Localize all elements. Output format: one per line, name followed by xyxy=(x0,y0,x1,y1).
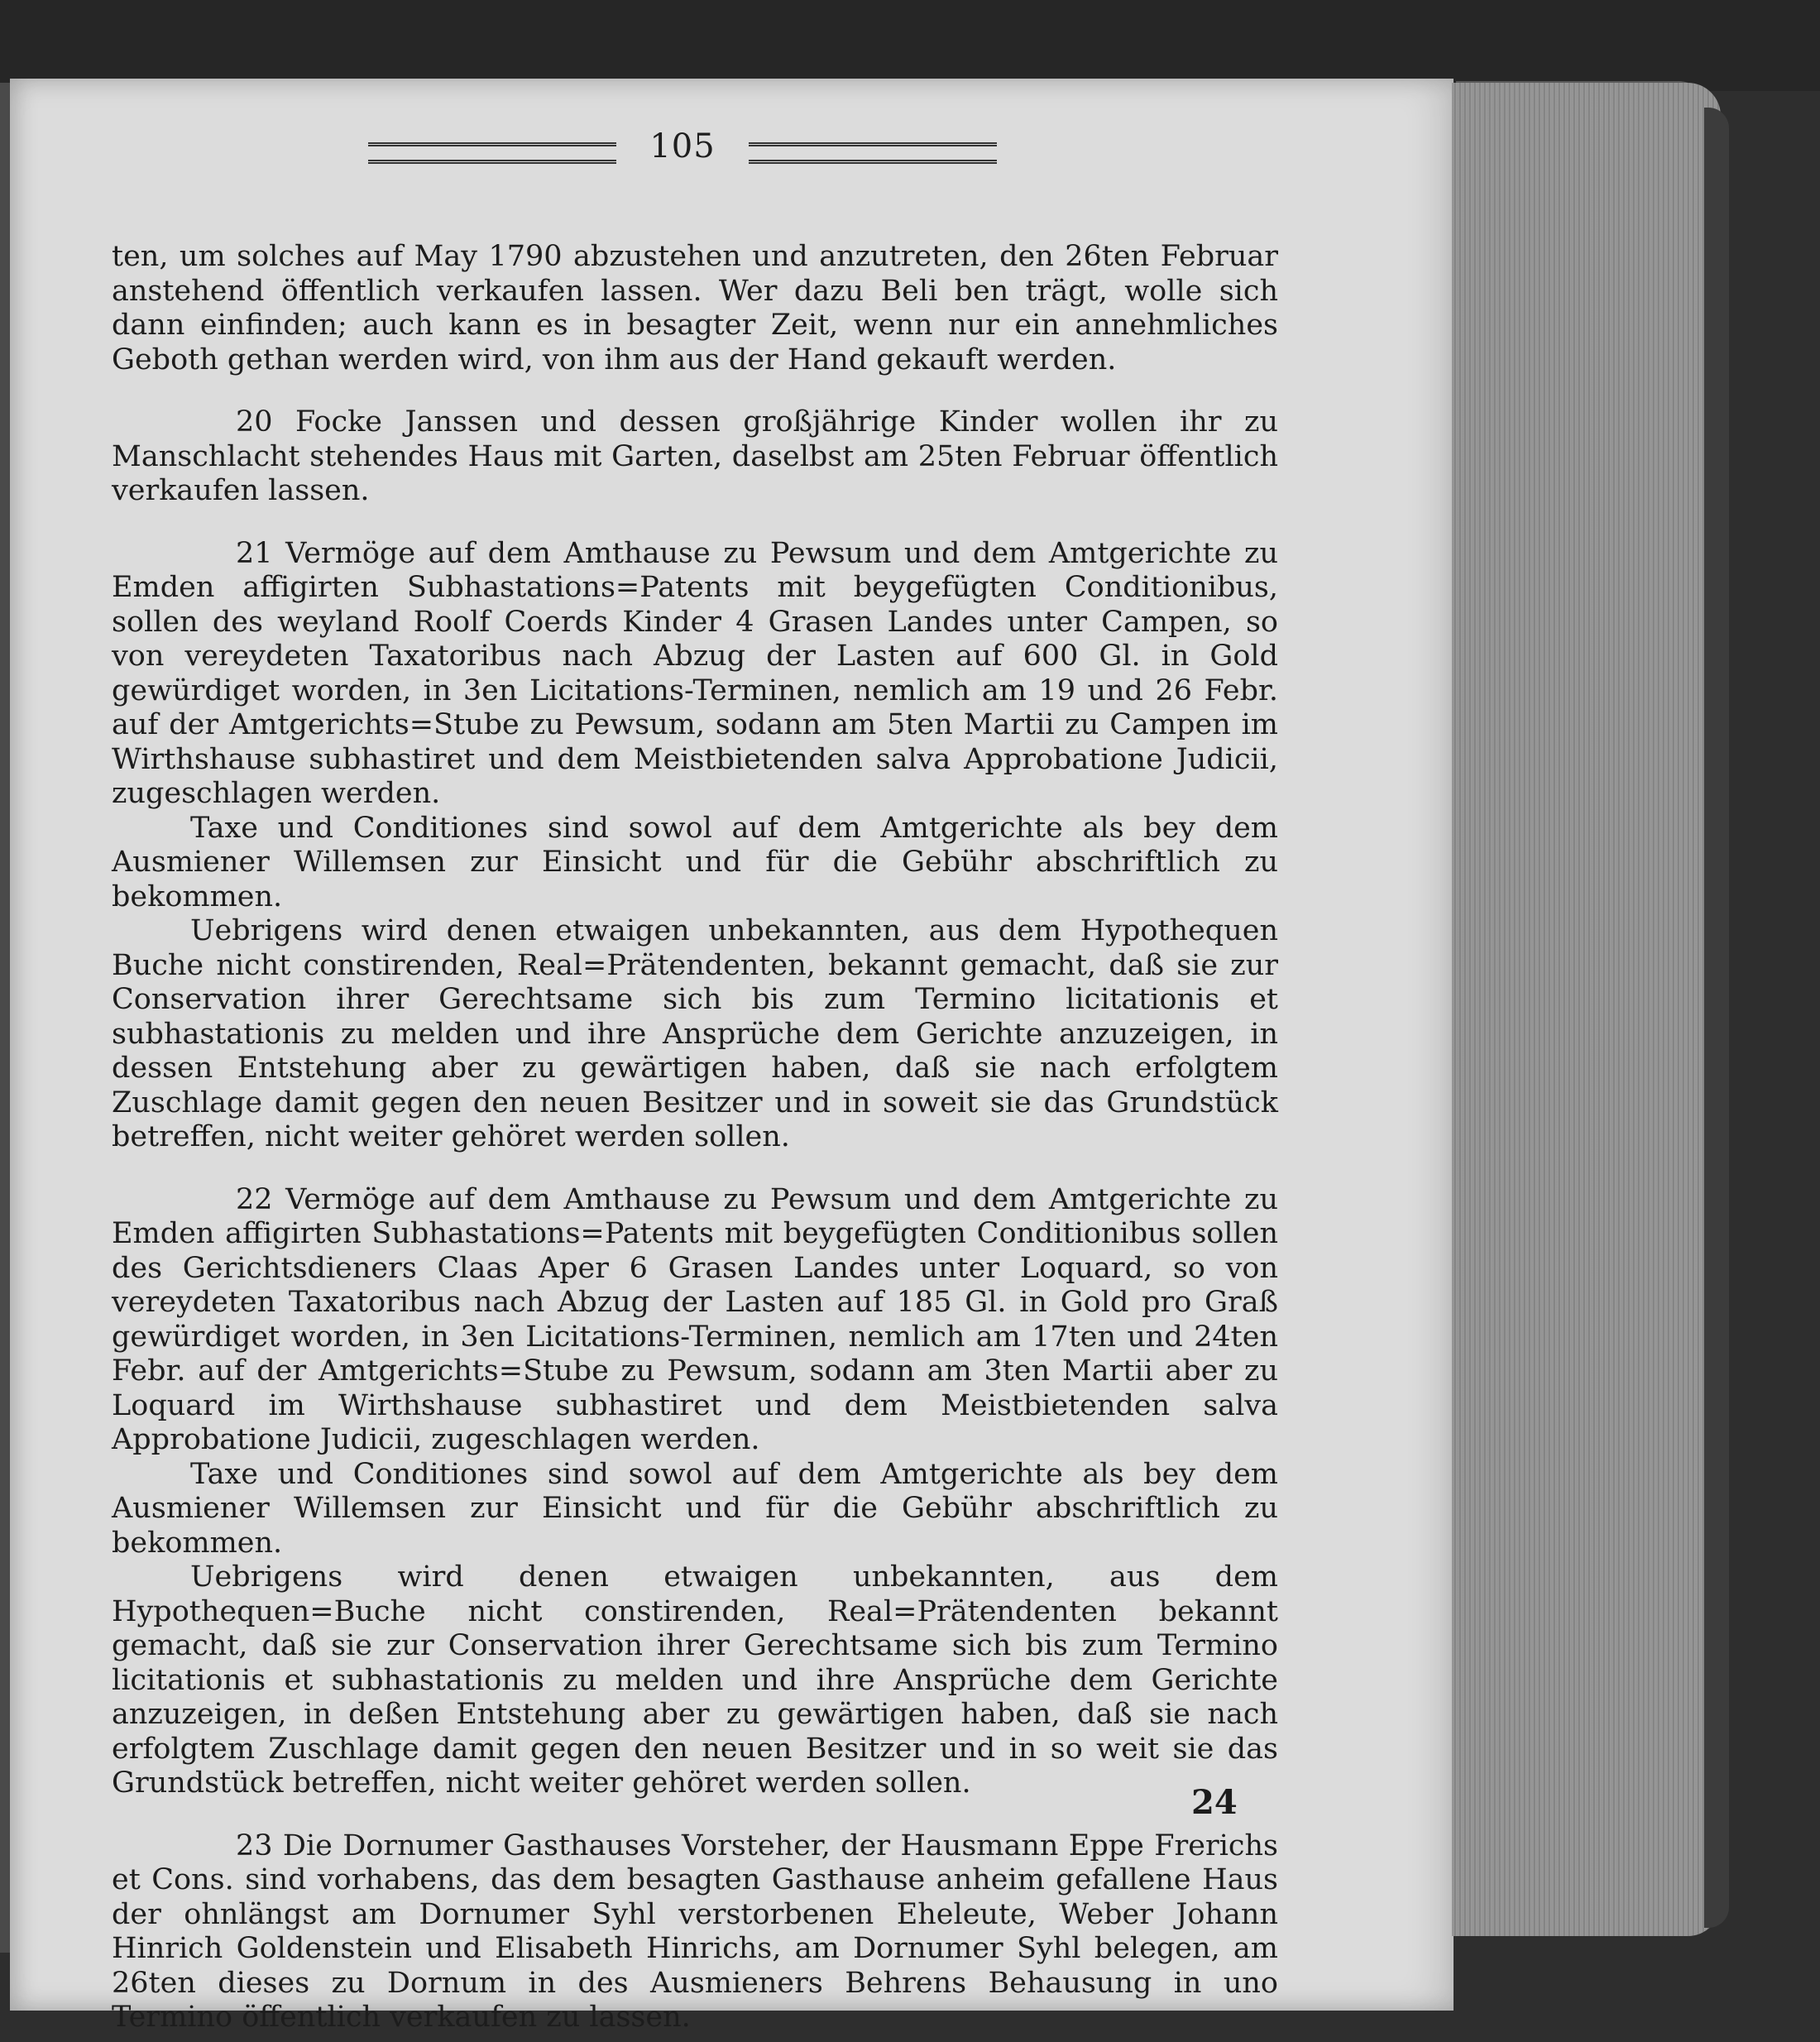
header-rule-right xyxy=(749,142,997,164)
header-rule-left xyxy=(368,142,616,164)
notice-21: 21 Vermöge auf dem Amthause zu Pewsum und dem Amtgerichte zu Emden affigirten Subhastations=Patents mit beygefügten Conditionibus, sollen des weyland Roolf Coerds Kinder 4 Grasen Landes unter Campen, so von vereydeten Taxatoribus nach Abzug der Lasten auf 600 Gl. in Gold gewürdiget worden, in 3en Licitations-Terminen, nemlich am 19 und 26 Febr. auf der Amtgerichts=Stube zu Pewsum, sodann am 5ten Martii zu Campen im Wirthshause subhastiret und dem Meistbietenden salva Approbatione Judicii, zugeschlagen werden. xyxy=(112,536,1278,810)
notice-20: 20 Focke Janssen und dessen großjährige Kinder wollen ihr zu Manschlacht stehendes Haus mit Garten, daselbst am 25ten Februar öffentlich verkaufen lassen. xyxy=(112,405,1278,507)
book-cover xyxy=(1704,108,1729,1928)
book-fore-edge xyxy=(1452,83,1721,1936)
page-number: 105 xyxy=(649,127,716,165)
notice-22-uebrigens: Uebrigens wird denen etwaigen unbekannten, aus dem Hypothequen=Buche nicht constirenden, Real=Prätendenten bekannt gemacht, daß sie zur Conservation ihrer Gerechtsame sich bis zum Termino licitationis et subhastationis zu melden und ihre Ansprüche dem Gerichte anzuzeigen, in deßen Entstehung aber zu gewärtigen haben, daß sie nach erfolgtem Zuschlage damit gegen den neuen Besitzer und in so weit sie das Grundstück betreffen, nicht weiter gehöret werden sollen. xyxy=(112,1560,1278,1800)
notice-21-taxe: Taxe und Conditiones sind sowol auf dem Amtgerichte als bey dem Ausmiener Willemsen zur Einsicht und für die Gebühr abschriftlich zu bekommen. xyxy=(112,811,1278,913)
notice-21-uebrigens: Uebrigens wird denen etwaigen unbekannten, aus dem Hypothequen Buche nicht constirenden, Real=Prätendenten, bekannt gemacht, daß sie zur Conservation ihrer Gerechtsame sich bis zum Termino licitationis et subhastationis zu melden und ihre Ansprüche dem Gerichte anzuzeigen, in dessen Entstehung aber zu gewärtigen haben, daß sie nach erfolgtem Zuschlage damit gegen den neuen Besitzer und in soweit sie das Grundstück betreffen, nicht weiter gehöret werden sollen. xyxy=(112,914,1278,1153)
catchword: 24 xyxy=(1191,1783,1238,1822)
notice-23: 23 Die Dornumer Gasthauses Vorsteher, der Hausmann Eppe Frerichs et Cons. sind vorhabens, das dem besagten Gasthause anheim gefallene Haus der ohnlängst am Dornumer Syhl verstorbenen Eheleute, Weber Johann Hinrich Goldenstein und Elisabeth Hinrichs, am Dornumer Syhl belegen, am 26ten dieses zu Dornum in des Ausmieners Behrens Behausung in uno Termino öffentlich verkaufen zu lassen. xyxy=(112,1829,1278,2034)
notice-22-taxe: Taxe und Conditiones sind sowol auf dem Amtgerichte als bey dem Ausmiener Willemsen zur Einsicht und für die Gebühr abschriftlich zu bekommen. xyxy=(112,1457,1278,1560)
notice-22: 22 Vermöge auf dem Amthause zu Pewsum und dem Amtgerichte zu Emden affigirten Subhastations=Patents mit beygefügten Conditionibus sollen des Gerichtsdieners Claas Aper 6 Grasen Landes unter Loquard, so von vereydeten Taxatoribus nach Abzug der Lasten auf 185 Gl. in Gold pro Graß gewürdiget worden, in 3en Licitations-Terminen, nemlich am 17ten und 24ten Febr. auf der Amtgerichts=Stube zu Pewsum, sodann am 3ten Martii aber zu Loquard im Wirthshause subhastiret und dem Meistbietenden salva Approbatione Judicii, zugeschlagen werden. xyxy=(112,1182,1278,1456)
page-header xyxy=(368,127,997,165)
background xyxy=(0,0,1820,91)
paragraph-continuation: ten, um solches auf May 1790 abzustehen und anzutreten, den 26ten Februar anstehend öffentlich verkaufen lassen. Wer dazu Beli ben trägt, wolle sich dann einfinden; auch kann es in besagter Zeit, wenn nur ein annehmliches Geboth gethan werden wird, von ihm aus der Hand gekauft werden. xyxy=(112,240,1278,376)
page-body xyxy=(112,240,1278,2035)
